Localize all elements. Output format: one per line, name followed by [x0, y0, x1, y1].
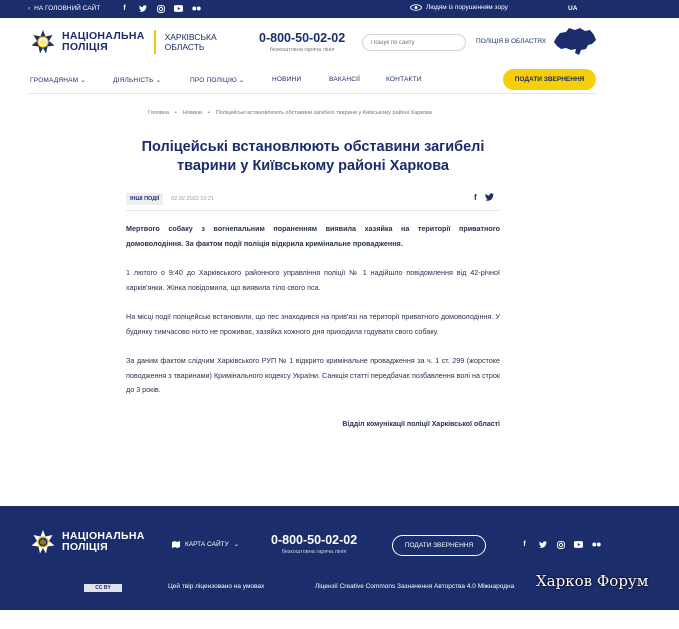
sitemap-toggle[interactable]	[172, 540, 239, 548]
article-paragraph: За даним фактом слідчим Харківського РУП № 1 відкрито кримінальне провадження за ч. 1 ст. 299 (жорстоке поводження з тваринами) Кримінального кодексу України. Санкція статті передбачає позбавлення волі на строк до 3 років.	[126, 356, 500, 394]
breadcrumb-current: Поліцейські встановлюють обставини загибелі тварини у Київському районі Харкова	[215, 110, 432, 116]
eye-icon	[410, 4, 422, 11]
twitter-share-icon[interactable]	[485, 193, 494, 203]
language-switch[interactable]: UA	[568, 5, 578, 12]
footer-appeal-button[interactable]: ПОДАТИ ЗВЕРНЕННЯ	[392, 535, 486, 556]
license-link[interactable]: Ліцензії Creative Commons Зазначення Авторства 4.0 Міжнародна	[315, 583, 515, 590]
hotline-number: 0-800-50-02-02	[259, 31, 346, 45]
forum-watermark: Харков Форум	[536, 572, 649, 590]
footer-logo[interactable]	[30, 529, 145, 555]
top-bar	[0, 0, 679, 18]
site-logo[interactable]	[30, 29, 217, 55]
search-input[interactable]	[362, 34, 466, 51]
facebook-icon[interactable]: f	[123, 5, 126, 12]
home-site-link[interactable]	[28, 5, 100, 12]
nav-citizens[interactable]	[30, 76, 86, 84]
breadcrumb-home[interactable]: Головна	[148, 110, 169, 116]
chevron-down-icon: ⌄	[238, 77, 245, 84]
hotline-caption: безкоштовна гаряча лінія	[269, 47, 335, 53]
twitter-icon[interactable]	[538, 540, 547, 549]
footer-socials	[520, 540, 601, 549]
publish-date: 02.02.2022 10:21	[171, 196, 215, 202]
site-header	[0, 18, 679, 68]
footer-hotline-caption: безкоштовна гаряча лінія	[281, 549, 347, 555]
map-icon	[172, 541, 180, 548]
submit-appeal-button[interactable]: ПОДАТИ ЗВЕРНЕННЯ	[503, 69, 596, 90]
low-vision-label: Людям із порушенням зору	[426, 4, 508, 11]
sitemap-label: КАРТА САЙТУ	[185, 540, 229, 548]
nav-about-label: ПРО ПОЛІЦІЮ	[190, 77, 237, 84]
nav-news[interactable]: НОВИНИ	[272, 76, 302, 83]
article-lead: Мертвого собаку з вогнепальним пораненням виявила хазяйка на території приватного домоволодіння. За фактом події поліція відкрила кримінальне провадження.	[126, 224, 500, 248]
article-paragraph: На місці події поліцейські встановили, що пес знаходився на прив'язі на території приватного домоволодіння. У будинку тимчасово ніхто не проживає, хазяйка кожного дня приходила годувати свого собаку.	[126, 312, 500, 336]
site-footer	[0, 506, 679, 610]
creative-commons-badge[interactable]: CC BY	[84, 584, 122, 592]
breadcrumb-news[interactable]: Новини	[182, 110, 202, 116]
region-line-2: ОБЛАСТЬ	[164, 42, 205, 52]
breadcrumb-separator: •	[174, 110, 177, 116]
article-meta	[126, 193, 214, 205]
footer-logo-line-2: ПОЛІЦІЯ	[62, 541, 108, 553]
article-paragraph: 1 лютого о 9:40 до Харківського районного управління поліції № 1 надійшло повідомлення від 42-річної харків'янки. Жінка повідомила, що виявила тіло свого пса.	[126, 268, 500, 292]
hotline[interactable]	[259, 31, 345, 53]
top-socials	[120, 4, 201, 13]
logo-divider	[154, 30, 156, 54]
facebook-share-icon[interactable]: f	[474, 193, 477, 202]
footer-hotline-number: 0-800-50-02-02	[271, 533, 358, 547]
twitter-icon[interactable]	[138, 4, 147, 13]
share-buttons	[474, 193, 494, 203]
instagram-icon[interactable]	[156, 4, 165, 13]
breadcrumb	[148, 110, 432, 116]
article-signature: Відділ комунікації поліції Харківської області	[342, 421, 500, 428]
low-vision-toggle[interactable]	[410, 4, 508, 11]
chevron-down-icon: ⌄	[233, 541, 240, 548]
footer-hotline[interactable]	[271, 533, 357, 555]
nav-vacancies[interactable]: ВАКАНСІЇ	[329, 76, 361, 83]
home-site-label: НА ГОЛОВНИЙ САЙТ	[34, 5, 101, 12]
instagram-icon[interactable]	[556, 540, 565, 549]
chevron-down-icon: ⌄	[80, 77, 86, 84]
breadcrumb-separator: •	[207, 110, 210, 116]
meta-divider	[126, 210, 500, 211]
nav-divider	[28, 93, 597, 94]
nav-citizens-label: ГРОМАДЯНАМ	[30, 77, 79, 84]
flickr-icon[interactable]	[192, 4, 201, 13]
category-tag[interactable]: ІНШІ ПОДІЇ	[126, 193, 163, 205]
police-star-icon	[30, 529, 56, 555]
nav-activity[interactable]	[113, 76, 161, 84]
regions-link[interactable]: ПОЛІЦІЯ В ОБЛАСТЯХ	[476, 38, 547, 45]
facebook-icon[interactable]: f	[523, 541, 526, 548]
nav-about[interactable]	[190, 76, 245, 84]
ukraine-map-icon[interactable]	[553, 26, 597, 58]
footer-logo-line-1: НАЦІОНАЛЬНА	[62, 530, 145, 542]
license-text: Цей твір ліцензовано на умовах	[168, 583, 265, 590]
nav-activity-label: ДІЯЛЬНІСТЬ	[113, 77, 154, 84]
flickr-icon[interactable]	[592, 540, 601, 549]
youtube-icon[interactable]	[174, 4, 183, 13]
youtube-icon[interactable]	[574, 540, 583, 549]
chevron-down-icon: ⌄	[155, 77, 162, 84]
article-body	[126, 222, 500, 413]
chevron-left-icon: ‹	[28, 5, 31, 12]
logo-line-1: НАЦІОНАЛЬНА	[62, 30, 145, 42]
logo-line-2: ПОЛІЦІЯ	[62, 41, 108, 53]
region-line-1: ХАРКІВСЬКА	[164, 32, 217, 42]
nav-contacts[interactable]: КОНТАКТИ	[386, 76, 422, 83]
article-title: Поліцейські встановлюють обставини загибелі тварини у Київському районі Харкова	[141, 139, 485, 174]
police-star-icon	[30, 29, 56, 55]
